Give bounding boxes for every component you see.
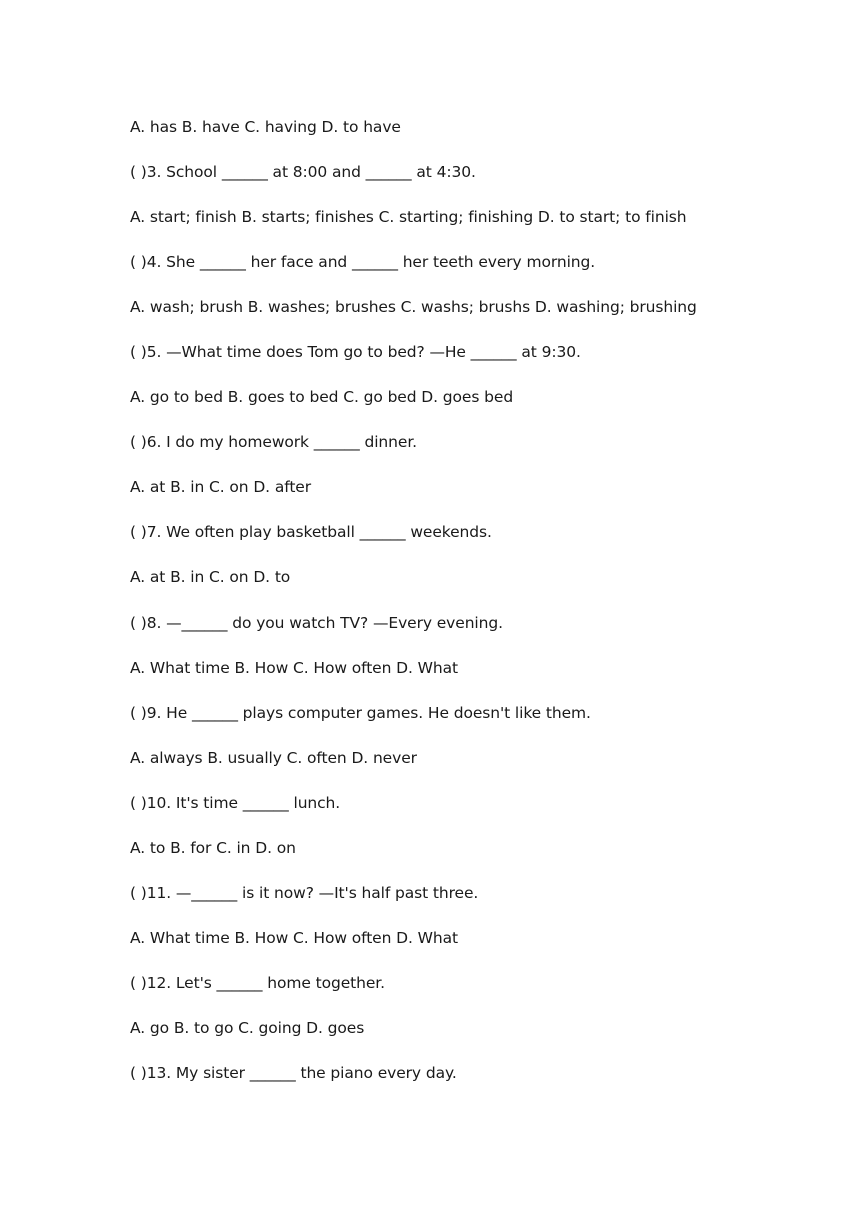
- question-line-12: ( )12. Let's ______ home together.: [130, 973, 385, 992]
- options-line-5: A. go to bed B. goes to bed C. go bed D. goes bed: [130, 388, 514, 407]
- options-line-4: A. wash; brush B. washes; brushes C. washs; brushs D. washing; brushing: [130, 298, 697, 317]
- question-line-9: ( )9. He ______ plays computer games. He doesn't like them.: [130, 703, 591, 722]
- options-line-11: A. What time B. How C. How often D. What: [130, 928, 458, 947]
- options-line-12: A. go B. to go C. going D. goes: [130, 1018, 365, 1037]
- question-line-10: ( )10. It's time ______ lunch.: [130, 793, 341, 812]
- question-line-8: ( )8. —______ do you watch TV? —Every evening.: [130, 613, 503, 632]
- question-line-5: ( )5. —What time does Tom go to bed? —He ______ at 9:30.: [130, 343, 581, 362]
- options-line-3: A. start; finish B. starts; finishes C. starting; finishing D. to start; to finish: [130, 208, 687, 227]
- options-line-8: A. What time B. How C. How often D. What: [130, 658, 458, 677]
- question-line-13: ( )13. My sister ______ the piano every day.: [130, 1063, 457, 1082]
- options-line-9: A. always B. usually C. often D. never: [130, 748, 417, 767]
- question-list: [130, 113, 810, 1104]
- options-line-10: A. to B. for C. in D. on: [130, 838, 296, 857]
- question-line-11: ( )11. —______ is it now? —It's half past three.: [130, 883, 479, 902]
- question-line-4: ( )4. She ______ her face and ______ her teeth every morning.: [130, 253, 596, 272]
- question-line-7: ( )7. We often play basketball ______ weekends.: [130, 523, 492, 542]
- options-line-6: A. at B. in C. on D. after: [130, 478, 312, 497]
- question-line-3: ( )3. School ______ at 8:00 and ______ at 4:30.: [130, 163, 476, 182]
- options-line-2: A. has B. have C. having D. to have: [130, 118, 401, 136]
- options-line-7: A. at B. in C. on D. to: [130, 568, 291, 587]
- question-line-6: ( )6. I do my homework ______ dinner.: [130, 433, 417, 452]
